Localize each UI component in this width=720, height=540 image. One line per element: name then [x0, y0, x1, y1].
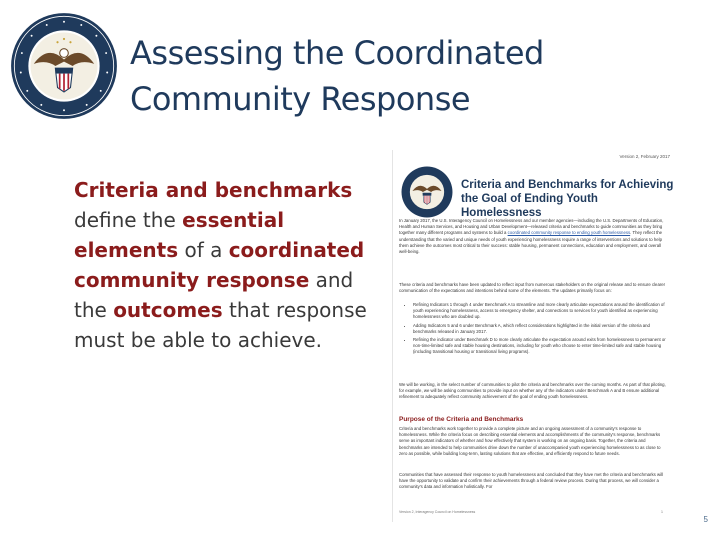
document-intro-link[interactable]: coordinated community response to ending youth homelessness — [507, 230, 631, 236]
document-intro-text: In January 2017, the U.S. Interagency Council on Homelessness and our member agencies—including the U.S. Departments of Education, Health and Human Services, and Housing and Urban Development—released criteria and benchmarks to guide communities as they bring together many different programs and systems to build a — [399, 218, 664, 236]
slide-body-text — [74, 175, 374, 355]
document-section-heading: Purpose of the Criteria and Benchmarks — [399, 416, 524, 423]
document-title: Criteria and Benchmarks for Achieving the Goal of Ending Youth Homelessness — [461, 179, 674, 219]
slide-title-line-1: Assessing the Coordinated — [130, 34, 544, 72]
usich-seal-icon — [10, 12, 118, 120]
document-footer-text: Version 2, Interagency Council on Homelessness — [399, 510, 476, 514]
body-text-segment: of a — [178, 238, 229, 262]
highlight-outcomes: outcomes — [113, 298, 223, 322]
body-text-segment: that response must be able to achieve. — [74, 298, 367, 352]
document-bullet: • Refining the indicator under Benchmark D to more clearly articulate the expectation around exits from homelessness to permanent or non-time-limited safe and stable housing destinations, including for youth who choose to enter time-limited safe and stable housing (including transitional housing or transitional living programs). — [413, 337, 669, 356]
document-thumbnail — [392, 150, 690, 522]
highlight-coordinated-response: coordinated community response — [74, 238, 365, 292]
body-text-segment: define the — [74, 208, 183, 232]
body-text-segment: and the — [74, 268, 354, 322]
slide-title — [130, 30, 710, 122]
document-seal-icon — [401, 166, 453, 218]
highlight-essential-elements: essential elements — [74, 208, 285, 262]
document-footer-page: 1 — [661, 510, 663, 514]
highlight-criteria-benchmarks: Criteria and benchmarks — [74, 178, 353, 202]
slide-page-number: 5 — [703, 515, 708, 524]
document-version: Version 2, February 2017 — [619, 154, 670, 159]
document-bullet-list — [407, 302, 669, 358]
document-paragraph: We will be working, in the select number of communities to pilot the criteria and benchmarks over the coming months. As part of that piloting, for example, we will be asking communities to provide input on whether any of the indicators under Benchmark A and B ensure additional refinement to adequately reflect community achievement of the goal of ending youth homelessness. — [399, 382, 666, 400]
document-paragraph: Criteria and benchmarks work together to provide a complete picture and an ongoing assessment of a community's response to homelessness. While the criteria focus on describing essential elements and accomplishments of the community's response, benchmarks serve as important indicators of whether and how effectively that system is working on an ongoing basis. Together, the criteria and benchmarks are intended to help communities drive down the number of unaccompanied youth experiencing homelessness to as close to zero as possible, while building long-term, lasting solutions that are effective, and efficiently respond to future needs. — [399, 426, 661, 456]
document-bullet: • Adding Indicators 5 and 6 under Benchmark A, which reflect considerations highlighted in the initial version of the criteria and benchmarks released in January 2017. — [413, 323, 669, 335]
document-bullet: • Refining Indicators 1 through 4 under Benchmark A to streamline and more clearly articulate expectations around the identification of youth experiencing homelessness, access to emergency shelter, and connections to services for youth identified as experiencing homelessness who are doubled up. — [413, 302, 669, 321]
document-paragraph: Communities that have assessed their response to youth homelessness and concluded that they have met the criteria and benchmarks will have the opportunity to validate and confirm their achievements through a federal review process. During that process, we will consider a community's data and information holistically. For — [399, 472, 663, 490]
document-paragraph: These criteria and benchmarks have been updated to reflect input from numerous stakeholders on the original release and to ensure clearer communication of the expectations and intentions behind some of the elements. The updates primarily focus on: — [399, 282, 666, 294]
slide-title-line-2: Community Response — [130, 80, 471, 118]
document-footer — [399, 510, 669, 514]
document-intro — [399, 218, 669, 255]
document-intro-text: . They reflect the understanding that the varied and unique needs of youth experiencing homelessness require a range of interventions and solutions to help them achieve the outcomes most critical to their success: stable housing, permanent connections, education and employment, and overall well-being. — [399, 230, 663, 255]
